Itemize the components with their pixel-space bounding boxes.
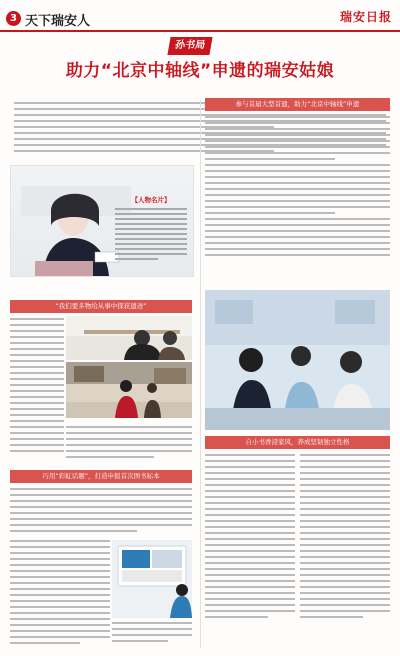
book-gift-photo	[112, 540, 192, 618]
left-mid-text	[10, 318, 64, 460]
meeting-photo	[205, 290, 390, 430]
masthead-rule	[0, 30, 400, 32]
subhead-right-top: 参与首届大型首遗，助力“北京中轴线”申遗	[205, 98, 390, 111]
section-title: 天下瑞安人	[25, 14, 91, 29]
newspaper-logo: 瑞安日报	[339, 10, 392, 24]
section-number: 3	[6, 11, 21, 26]
left-bottom-text	[10, 488, 192, 536]
right-bottom-text-2	[300, 454, 390, 648]
left-bottom-text-3	[112, 622, 192, 648]
masthead	[0, 0, 400, 34]
right-column-text	[205, 116, 390, 286]
headline-tag: 孙书局	[167, 37, 212, 55]
left-mid-text-2	[66, 426, 192, 460]
profile-card-title: 【人物名片】	[131, 196, 171, 204]
right-bottom-text	[205, 454, 295, 648]
profile-card	[115, 195, 187, 271]
headline-title: 助力“北京中轴线”申遗的瑞安姑娘	[65, 61, 335, 81]
subhead-left-mid: “我们要多物给从事中探获遗迹”	[10, 300, 192, 313]
subhead-left-bottom: 巧用“彩虹话题”，打造申报首次图书标本	[10, 470, 192, 483]
subhead-right-bottom: 自小书香浸家风，养成坚韧独立性格	[205, 436, 390, 449]
left-bottom-text-2	[10, 540, 110, 648]
archive-research-photo	[66, 316, 192, 360]
street-photo	[66, 362, 192, 418]
column-divider	[200, 100, 201, 648]
